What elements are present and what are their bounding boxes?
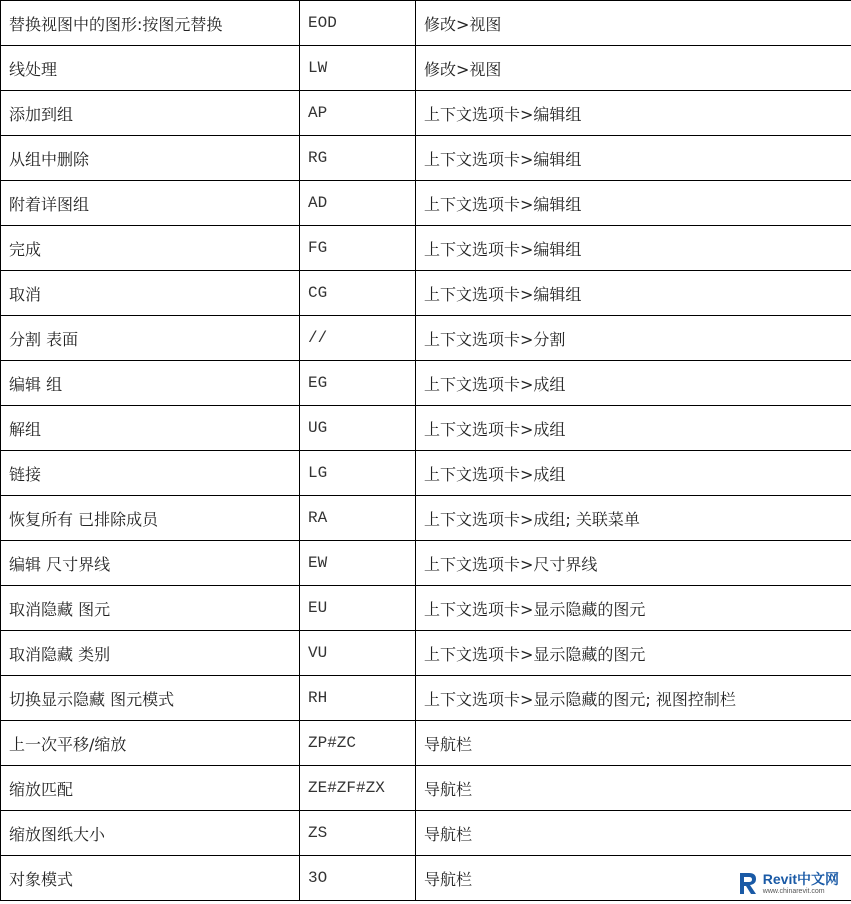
table-row [1, 766, 851, 811]
command-cell: 线处理 [1, 46, 300, 91]
table-row [1, 226, 851, 271]
command-cell: 缩放匹配 [1, 766, 300, 811]
location-cell: 修改>视图 [416, 46, 851, 91]
shortcut-cell: RA [300, 496, 416, 541]
table-row [1, 136, 851, 181]
location-cell: 修改>视图 [416, 1, 851, 46]
table-row [1, 406, 851, 451]
command-cell: 上一次平移/缩放 [1, 721, 300, 766]
revit-logo-icon [737, 870, 759, 896]
table-row [1, 856, 851, 901]
table-row [1, 361, 851, 406]
shortcut-cell: ZS [300, 811, 416, 856]
command-cell: 切换显示隐藏 图元模式 [1, 676, 300, 721]
location-cell: 导航栏 [416, 721, 851, 766]
shortcut-cell: EG [300, 361, 416, 406]
location-cell: 上下文选项卡>尺寸界线 [416, 541, 851, 586]
table-row [1, 721, 851, 766]
shortcut-cell: ZE#ZF#ZX [300, 766, 416, 811]
location-cell: 上下文选项卡>显示隐藏的图元 [416, 586, 851, 631]
shortcut-cell: EOD [300, 1, 416, 46]
command-cell: 编辑 组 [1, 361, 300, 406]
command-cell: 分割 表面 [1, 316, 300, 361]
table-row [1, 316, 851, 361]
command-cell: 解组 [1, 406, 300, 451]
shortcut-cell: LW [300, 46, 416, 91]
table-row [1, 541, 851, 586]
location-cell: 上下文选项卡>编辑组 [416, 271, 851, 316]
command-cell: 对象模式 [1, 856, 300, 901]
command-cell: 取消 [1, 271, 300, 316]
table-row [1, 1, 851, 46]
table-row [1, 91, 851, 136]
location-cell: 上下文选项卡>显示隐藏的图元 [416, 631, 851, 676]
location-cell: 上下文选项卡>编辑组 [416, 91, 851, 136]
command-cell: 附着详图组 [1, 181, 300, 226]
shortcut-cell: UG [300, 406, 416, 451]
command-cell: 完成 [1, 226, 300, 271]
shortcut-cell: VU [300, 631, 416, 676]
location-cell: 上下文选项卡>成组 [416, 361, 851, 406]
shortcut-cell: LG [300, 451, 416, 496]
shortcut-cell: AP [300, 91, 416, 136]
command-cell: 替换视图中的图形:按图元替换 [1, 1, 300, 46]
location-cell: 上下文选项卡>成组 [416, 406, 851, 451]
command-cell: 从组中删除 [1, 136, 300, 181]
location-cell: 导航栏 [416, 766, 851, 811]
location-cell: 上下文选项卡>显示隐藏的图元; 视图控制栏 [416, 676, 851, 721]
table-row [1, 586, 851, 631]
command-cell: 取消隐藏 图元 [1, 586, 300, 631]
watermark [733, 868, 843, 898]
table-row [1, 271, 851, 316]
command-cell: 取消隐藏 类别 [1, 631, 300, 676]
table-row [1, 811, 851, 856]
command-cell: 添加到组 [1, 91, 300, 136]
shortcut-cell: AD [300, 181, 416, 226]
table-row [1, 181, 851, 226]
table-row [1, 676, 851, 721]
shortcut-cell: // [300, 316, 416, 361]
shortcut-cell: CG [300, 271, 416, 316]
location-cell: 上下文选项卡>编辑组 [416, 181, 851, 226]
command-cell: 恢复所有 已排除成员 [1, 496, 300, 541]
location-cell: 上下文选项卡>编辑组 [416, 136, 851, 181]
shortcut-cell: FG [300, 226, 416, 271]
location-cell: 导航栏 [416, 811, 851, 856]
shortcut-cell: EU [300, 586, 416, 631]
watermark-brand: Revit中文网 [762, 870, 839, 887]
command-cell: 编辑 尺寸界线 [1, 541, 300, 586]
shortcut-cell: ZP#ZC [300, 721, 416, 766]
shortcut-cell: EW [300, 541, 416, 586]
shortcut-cell: RG [300, 136, 416, 181]
shortcut-cell: 3O [300, 856, 416, 901]
location-cell: 导航栏 [416, 856, 851, 901]
table-row [1, 496, 851, 541]
location-cell: 上下文选项卡>成组; 关联菜单 [416, 496, 851, 541]
table-row [1, 46, 851, 91]
command-cell: 链接 [1, 451, 300, 496]
table-row [1, 631, 851, 676]
command-cell: 缩放图纸大小 [1, 811, 300, 856]
location-cell: 上下文选项卡>编辑组 [416, 226, 851, 271]
location-cell: 上下文选项卡>分割 [416, 316, 851, 361]
shortcut-cell: RH [300, 676, 416, 721]
watermark-url: www.chinarevit.com [762, 887, 825, 895]
table-row [1, 451, 851, 496]
location-cell: 上下文选项卡>成组 [416, 451, 851, 496]
